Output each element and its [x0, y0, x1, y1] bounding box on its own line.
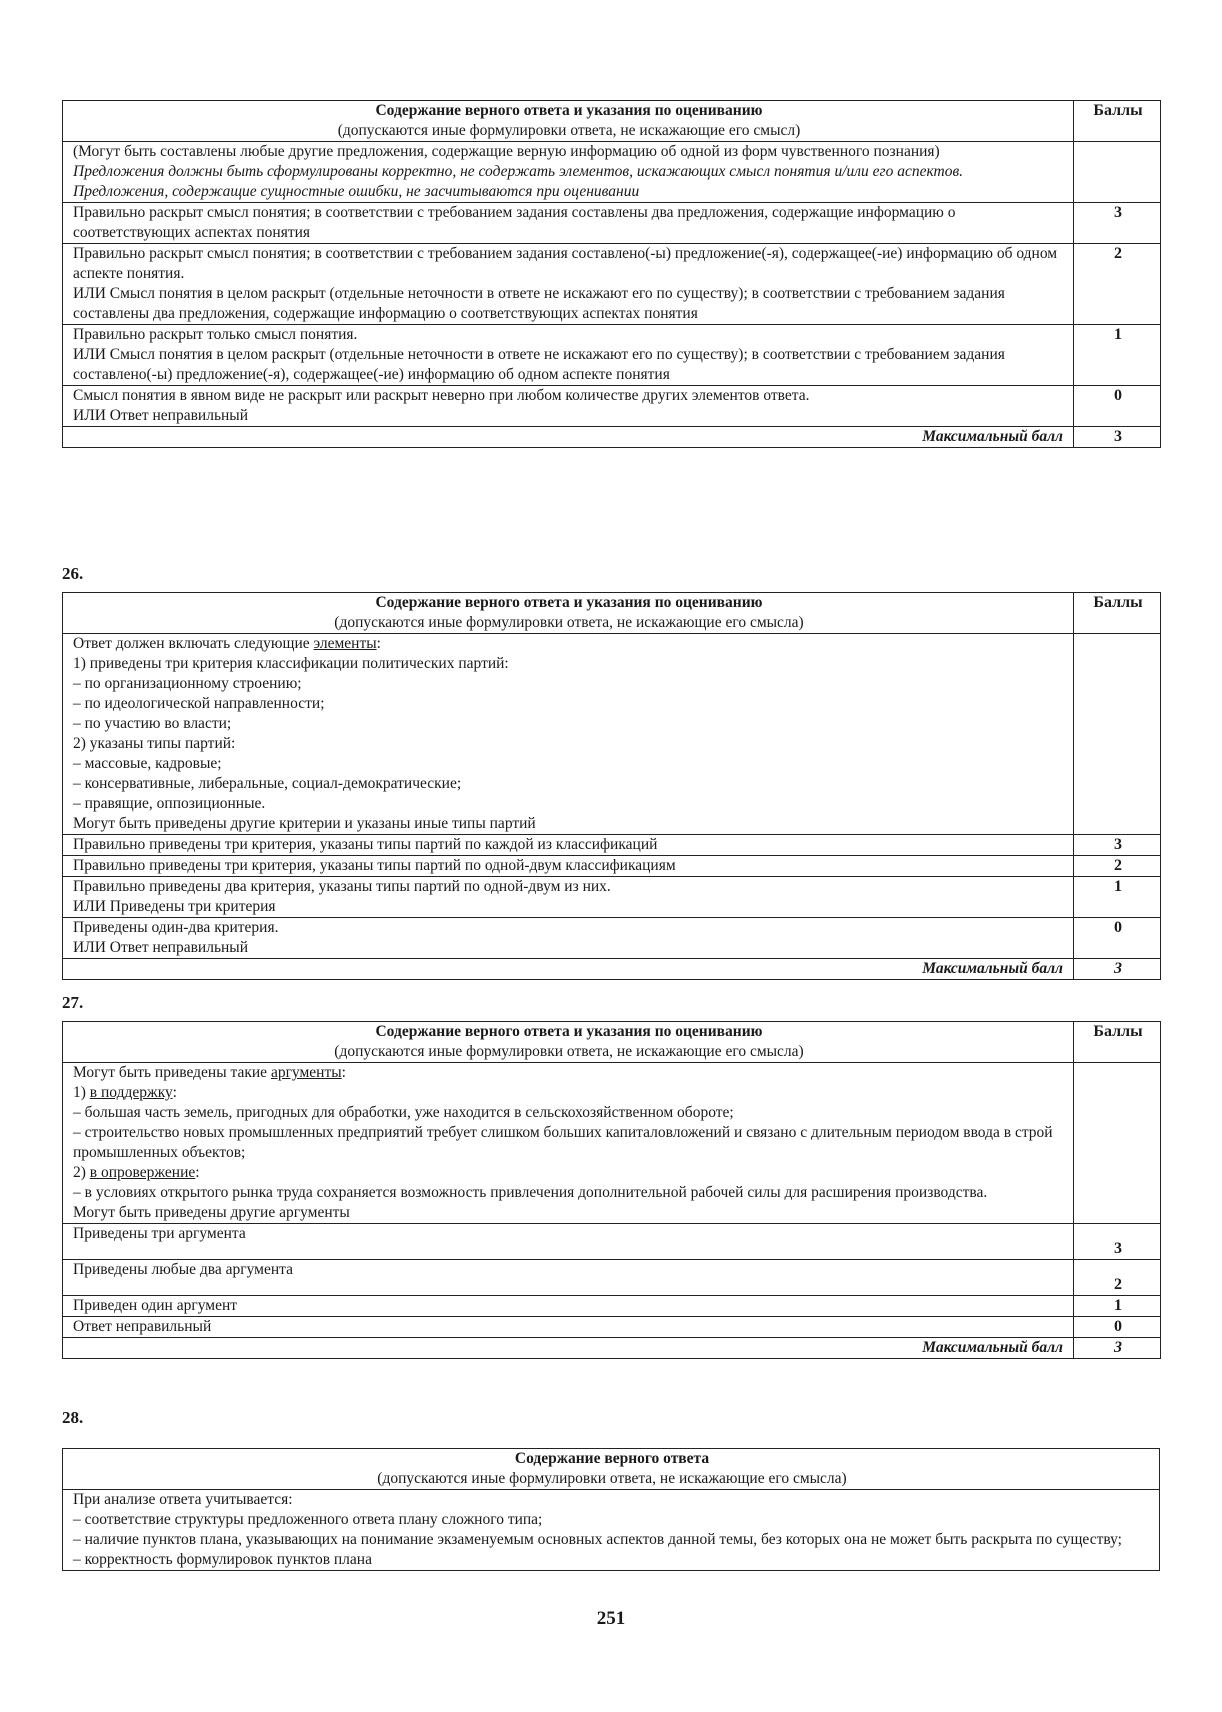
table-header-row — [63, 593, 1161, 634]
max-score-value: 3 — [1074, 1338, 1161, 1359]
task27-table — [62, 1021, 1161, 1359]
intro-note: Предложения, содержащие сущностные ошибки, не засчитываются при оценивании — [73, 183, 640, 200]
header-title: Содержание верного ответа — [514, 1450, 710, 1467]
criterion-text: ИЛИ Ответ неправильный — [73, 939, 249, 956]
criterion-text: Ответ неправильный — [73, 1318, 212, 1335]
criterion-points: 1 — [1074, 1296, 1161, 1317]
task27-block — [62, 1021, 1160, 1359]
task25-block — [62, 100, 1160, 448]
task26-block — [62, 592, 1160, 980]
answer-line: – консервативные, либеральные, социал-демократические; — [73, 775, 462, 792]
answer-content-row — [63, 634, 1161, 835]
intro-row — [63, 142, 1161, 203]
criterion-text: ИЛИ Ответ неправильный — [73, 407, 249, 424]
criterion-text: ИЛИ Смысл понятия в целом раскрыт (отдельные неточности в ответе не искажают его по существу); в соответствии с требованием задания составлены два предложения, содержащие информацию о соответствующих аспектах понятия — [73, 285, 1005, 322]
max-score-value: 3 — [1074, 427, 1161, 448]
criterion-text: Правильно раскрыт смысл понятия; в соответствии с требованием задания составлено(-ы) предложение(-я), содержащее(-ие) информацию об одном аспекте понятия. — [73, 245, 1058, 282]
criterion-row — [63, 877, 1161, 918]
header-title: Содержание верного ответа и указания по оцениванию — [375, 102, 763, 119]
answer-line: – по идеологической направленности; — [73, 695, 325, 712]
criterion-row — [63, 918, 1161, 959]
answer-line: – по организационному строению; — [73, 675, 302, 692]
criterion-row — [63, 1296, 1161, 1317]
header-subtitle: (допускаются иные формулировки ответа, не искажающие его смысла) — [377, 1470, 847, 1487]
answer-line: – строительство новых промышленных предприятий требует слишком больших капиталовложений и связано с длительным периодом ввода в строй промышленных объектов; — [73, 1124, 1053, 1161]
table-header-row — [63, 1022, 1161, 1063]
support-heading: 1) в поддержку: — [73, 1084, 177, 1101]
table-header-row — [63, 101, 1161, 142]
criterion-text: Правильно приведены два критерия, указаны типы партий по одной-двум из них. — [73, 878, 611, 895]
page-number: 251 — [596, 1608, 626, 1629]
header-subtitle: (допускаются иные формулировки ответа, не искажающие его смысл) — [337, 122, 801, 139]
header-title: Содержание верного ответа и указания по оцениванию — [375, 594, 763, 611]
criterion-points: 1 — [1074, 325, 1161, 386]
answer-intro: Могут быть приведены такие аргументы: — [73, 1064, 346, 1081]
criterion-points: 3 — [1074, 1224, 1161, 1260]
criterion-points: 2 — [1074, 856, 1161, 877]
criterion-row — [63, 386, 1161, 427]
criterion-text: ИЛИ Приведены три критерия — [73, 898, 276, 915]
criterion-row — [63, 203, 1161, 244]
max-score-row — [63, 427, 1161, 448]
criterion-row — [63, 856, 1161, 877]
criterion-points: 0 — [1074, 386, 1161, 427]
task-number: 28. — [62, 1408, 84, 1427]
criterion-text: Приведены три аргумента — [73, 1225, 246, 1242]
answer-content-row — [63, 1490, 1160, 1571]
answer-line: – в условиях открытого рынка труда сохраняется возможность привлечения дополнительной рабочей силы для расширения производства. — [73, 1184, 988, 1201]
criterion-points: 2 — [1074, 244, 1161, 325]
criterion-row — [63, 1260, 1161, 1296]
answer-line: Могут быть приведены другие аргументы — [73, 1204, 350, 1221]
task25-table — [62, 100, 1161, 448]
answer-line: – наличие пунктов плана, указывающих на понимание экзаменуемым основных аспектов данной темы, без которых она не может быть раскрыта по существу; — [73, 1531, 1122, 1548]
criterion-text: Правильно раскрыт только смысл понятия. — [73, 326, 358, 343]
header-title: Содержание верного ответа и указания по оцениванию — [375, 1023, 763, 1040]
task28-block — [62, 1448, 1160, 1571]
criterion-points: 3 — [1074, 203, 1161, 244]
criterion-points: 0 — [1074, 918, 1161, 959]
criterion-points: 3 — [1074, 835, 1161, 856]
criterion-text: Смысл понятия в явном виде не раскрыт или раскрыт неверно при любом количестве других элементов ответа. — [73, 387, 810, 404]
criterion-text: Правильно приведены три критерия, указаны типы партий по каждой из классификаций — [73, 836, 658, 853]
criterion-points: 1 — [1074, 877, 1161, 918]
max-score-label: Максимальный балл — [63, 959, 1074, 980]
task-number: 26. — [62, 564, 84, 583]
criterion-text: Приведены один-два критерия. — [73, 919, 279, 936]
against-heading: 2) в опровержение: — [73, 1164, 200, 1181]
answer-line: – массовые, кадровые; — [73, 755, 222, 772]
header-subtitle: (допускаются иные формулировки ответа, не искажающие его смысла) — [334, 1043, 804, 1060]
intro-text: (Могут быть составлены любые другие предложения, содержащие верную информацию об одной из форм чувственного познания) — [73, 143, 940, 160]
points-header: Баллы — [1074, 593, 1161, 634]
answer-line: – по участию во власти; — [73, 715, 232, 732]
answer-line: – большая часть земель, пригодных для обработки, уже находится в сельскохозяйственном обороте; — [73, 1104, 734, 1121]
answer-line: Могут быть приведены другие критерии и указаны иные типы партий — [73, 815, 536, 832]
task26-table — [62, 592, 1161, 980]
max-score-row — [63, 1338, 1161, 1359]
criterion-points: 2 — [1074, 1260, 1161, 1296]
criterion-text: Приведен один аргумент — [73, 1297, 238, 1314]
header-subtitle: (допускаются иные формулировки ответа, не искажающие его смысла) — [334, 614, 804, 631]
answer-line: – корректность формулировок пунктов плана — [73, 1551, 372, 1568]
criterion-row — [63, 1317, 1161, 1338]
criterion-text: Правильно приведены три критерия, указаны типы партий по одной-двум классификациям — [73, 857, 676, 874]
answer-line: – правящие, оппозиционные. — [73, 795, 266, 812]
criterion-row — [63, 835, 1161, 856]
criterion-text: Приведены любые два аргумента — [73, 1261, 293, 1278]
intro-note: Предложения должны быть сформулированы корректно, не содержать элементов, искажающих смысл понятия и/или его аспектов. — [73, 163, 964, 180]
answer-line: – соответствие структуры предложенного ответа плану сложного типа; — [73, 1511, 543, 1528]
criterion-row — [63, 1224, 1161, 1260]
answer-line: 1) приведены три критерия классификации политических партий: — [73, 655, 509, 672]
answer-line: 2) указаны типы партий: — [73, 735, 236, 752]
criterion-row — [63, 244, 1161, 325]
criterion-points: 0 — [1074, 1317, 1161, 1338]
criterion-row — [63, 325, 1161, 386]
max-score-label: Максимальный балл — [63, 427, 1074, 448]
criterion-text: ИЛИ Смысл понятия в целом раскрыт (отдельные неточности в ответе не искажают его по существу); в соответствии с требованием задания составлено(-ы) предложение(-я), содержащее(-ие) информацию об одном аспекте понятия — [73, 346, 1005, 383]
table-header-row — [63, 1449, 1160, 1490]
max-score-value: 3 — [1074, 959, 1161, 980]
points-header: Баллы — [1074, 1022, 1161, 1063]
max-score-row — [63, 959, 1161, 980]
max-score-label: Максимальный балл — [63, 1338, 1074, 1359]
points-header: Баллы — [1074, 101, 1161, 142]
task-number: 27. — [62, 993, 84, 1012]
answer-intro: Ответ должен включать следующие элементы: — [73, 635, 381, 652]
criterion-text: Правильно раскрыт смысл понятия; в соответствии с требованием задания составлены два предложения, содержащие информацию о соответствующих аспектах понятия — [73, 204, 956, 241]
task28-table — [62, 1448, 1160, 1571]
answer-line: При анализе ответа учитывается: — [73, 1491, 293, 1508]
answer-content-row — [63, 1063, 1161, 1224]
